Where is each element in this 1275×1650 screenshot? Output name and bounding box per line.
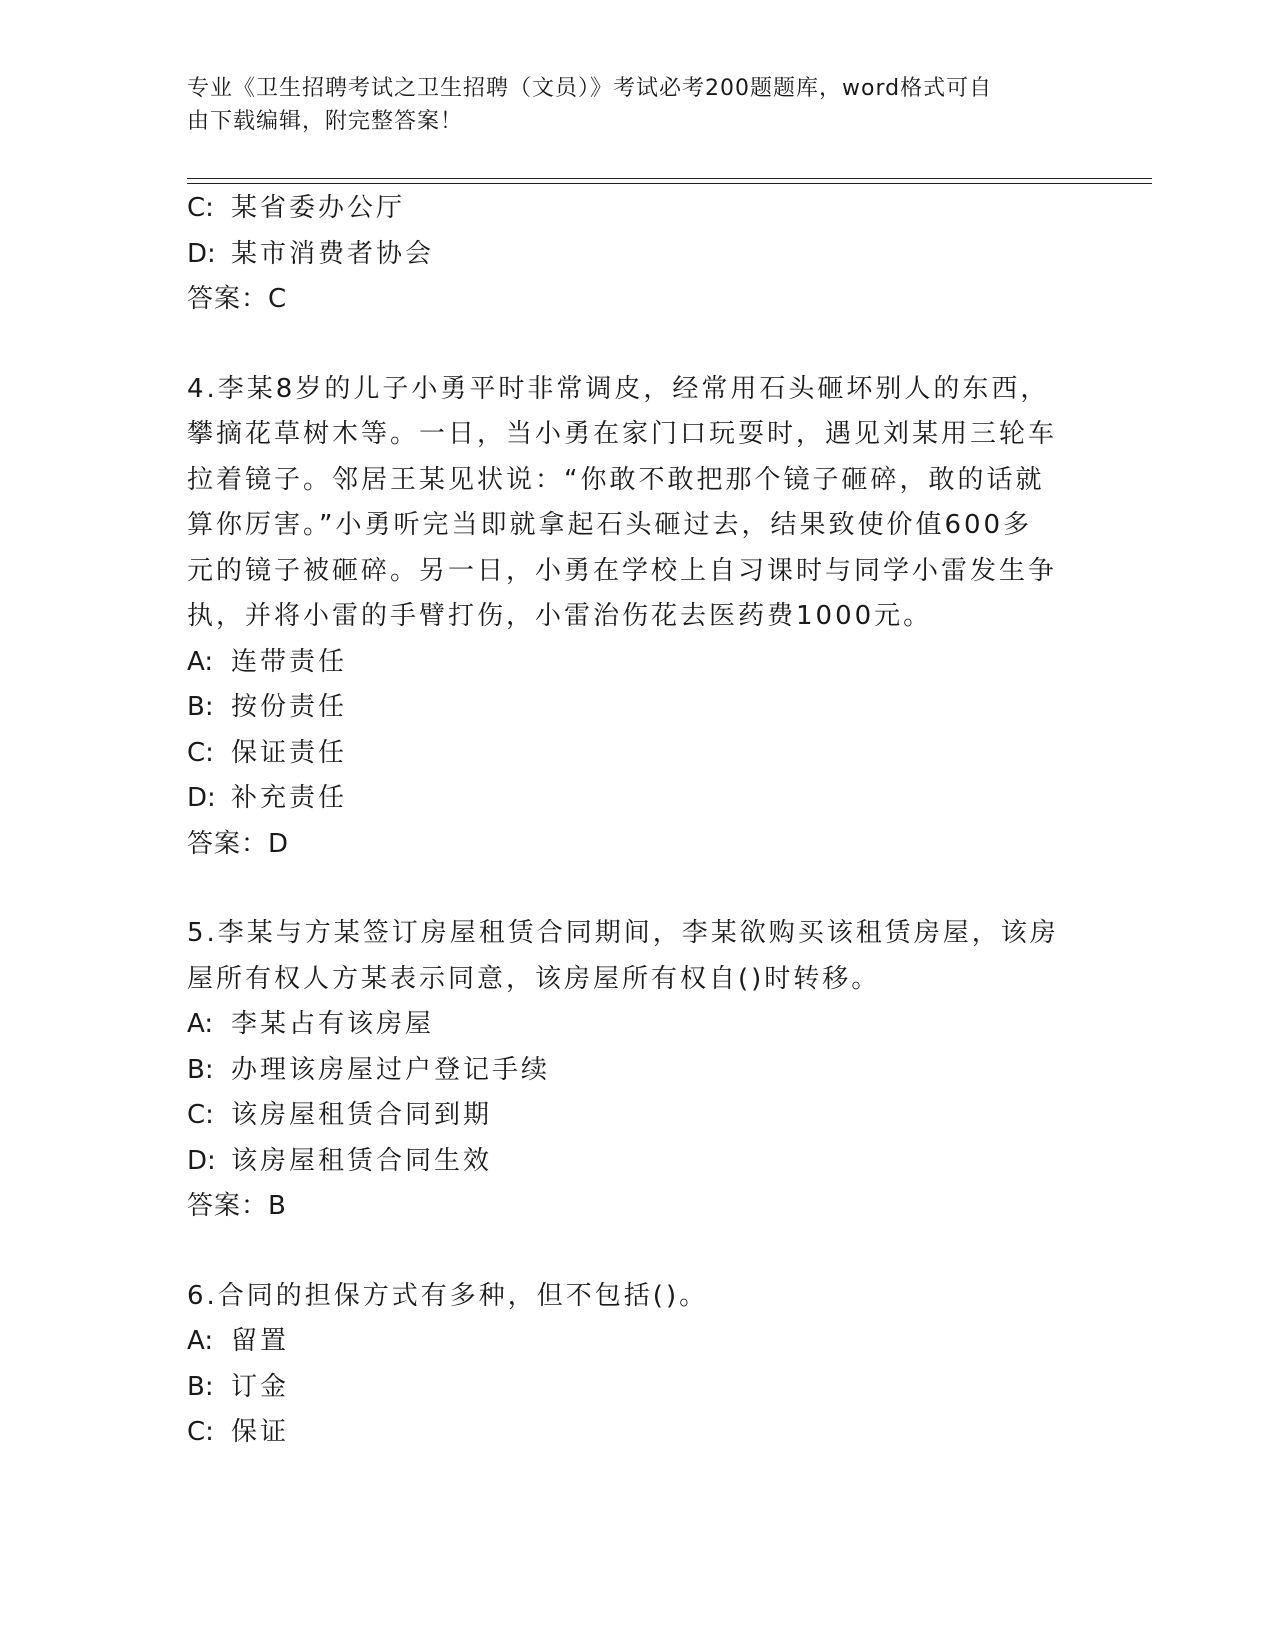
option-text: 连带责任: [231, 646, 348, 677]
option-key: C:: [187, 737, 214, 768]
option-b: [187, 1048, 1067, 1094]
option-key: D:: [187, 783, 216, 813]
option-d: [187, 1139, 1067, 1185]
question-4: [187, 367, 1067, 868]
option-key: C:: [187, 193, 214, 223]
option-text: 办理该房屋过户登记手续: [231, 1054, 551, 1085]
header-line-1: 专业《卫生招聘考试之卫生招聘（文员）》考试必考200题题库，word格式可自: [187, 76, 993, 101]
question-content: [187, 186, 1067, 1456]
option-text: 按份责任: [231, 692, 348, 722]
answer: 答案：C: [187, 284, 288, 314]
option-key: C:: [187, 1417, 214, 1447]
option-c: [187, 186, 1067, 232]
option-key: C:: [187, 1100, 214, 1130]
option-c: [187, 1410, 1067, 1456]
option-c: [187, 731, 1067, 777]
spacer: [187, 867, 1067, 911]
question-line: 屋所有权人方某表示同意，该房屋所有权自()时转移。: [187, 963, 881, 994]
option-b: [187, 685, 1067, 731]
option-c: [187, 1093, 1067, 1139]
option-text: 某市消费者协会: [231, 238, 435, 269]
option-text: 该房屋租赁合同到期: [231, 1100, 493, 1130]
option-text: 某省委办公厅: [231, 193, 406, 223]
question-3-continued: [187, 186, 1067, 323]
option-text: 留置: [231, 1326, 290, 1356]
question-line: 执，并将小雷的手臂打伤，小雷治伤花去医药费1000元。: [187, 601, 933, 631]
option-key: B:: [187, 1371, 214, 1402]
question-5: [187, 911, 1067, 1230]
option-text: 订金: [231, 1371, 290, 1402]
option-text: 李某占有该房屋: [231, 1009, 435, 1039]
question-line: 4.李某8岁的儿子小勇平时非常调皮，经常用石头砸坏别人的东西，: [187, 373, 1050, 404]
question-line: 6.合同的担保方式有多种，但不包括()。: [187, 1280, 709, 1311]
answer: 答案：B: [187, 1191, 287, 1221]
option-key: B:: [187, 1054, 214, 1085]
question-line: 攀摘花草树木等。一日，当小勇在家门口玩耍时，遇见刘某用三轮车: [187, 419, 1058, 449]
option-text: 补充责任: [231, 783, 348, 813]
option-text: 保证: [231, 1417, 290, 1447]
option-d: [187, 232, 1067, 278]
option-text: 保证责任: [231, 737, 348, 768]
header-rule-top: [187, 178, 1152, 179]
spacer: [187, 323, 1067, 367]
option-a: [187, 1319, 1067, 1365]
option-key: A:: [187, 1326, 214, 1356]
option-key: D:: [187, 1145, 216, 1176]
spacer: [187, 1230, 1067, 1274]
option-key: A:: [187, 1009, 214, 1039]
question-line: 5.李某与方某签订房屋租赁合同期间，李某欲购买该租赁房屋，该房: [187, 918, 1059, 948]
question-6: [187, 1274, 1067, 1456]
option-text: 该房屋租赁合同生效: [231, 1145, 493, 1176]
option-b: [187, 1365, 1067, 1411]
question-line: 元的镜子被砸碎。另一日，小勇在学校上自习课时与同学小雷发生争: [187, 555, 1058, 586]
option-a: [187, 1002, 1067, 1048]
question-line: 算你厉害。”小勇听完当即就拿起石头砸过去，结果致使价值600多: [187, 510, 1033, 540]
option-a: [187, 640, 1067, 686]
option-key: B:: [187, 692, 214, 722]
header-line-2: 由下载编辑，附完整答案！: [187, 109, 464, 134]
page-header: [187, 72, 1067, 138]
header-rule-bottom: [187, 183, 1152, 184]
option-d: [187, 776, 1067, 822]
option-key: D:: [187, 238, 216, 269]
answer: 答案：D: [187, 828, 290, 859]
option-key: A:: [187, 646, 214, 677]
question-line: 拉着镜子。邻居王某见状说：“你敢不敢把那个镜子砸碎，敢的话就: [187, 464, 1045, 495]
